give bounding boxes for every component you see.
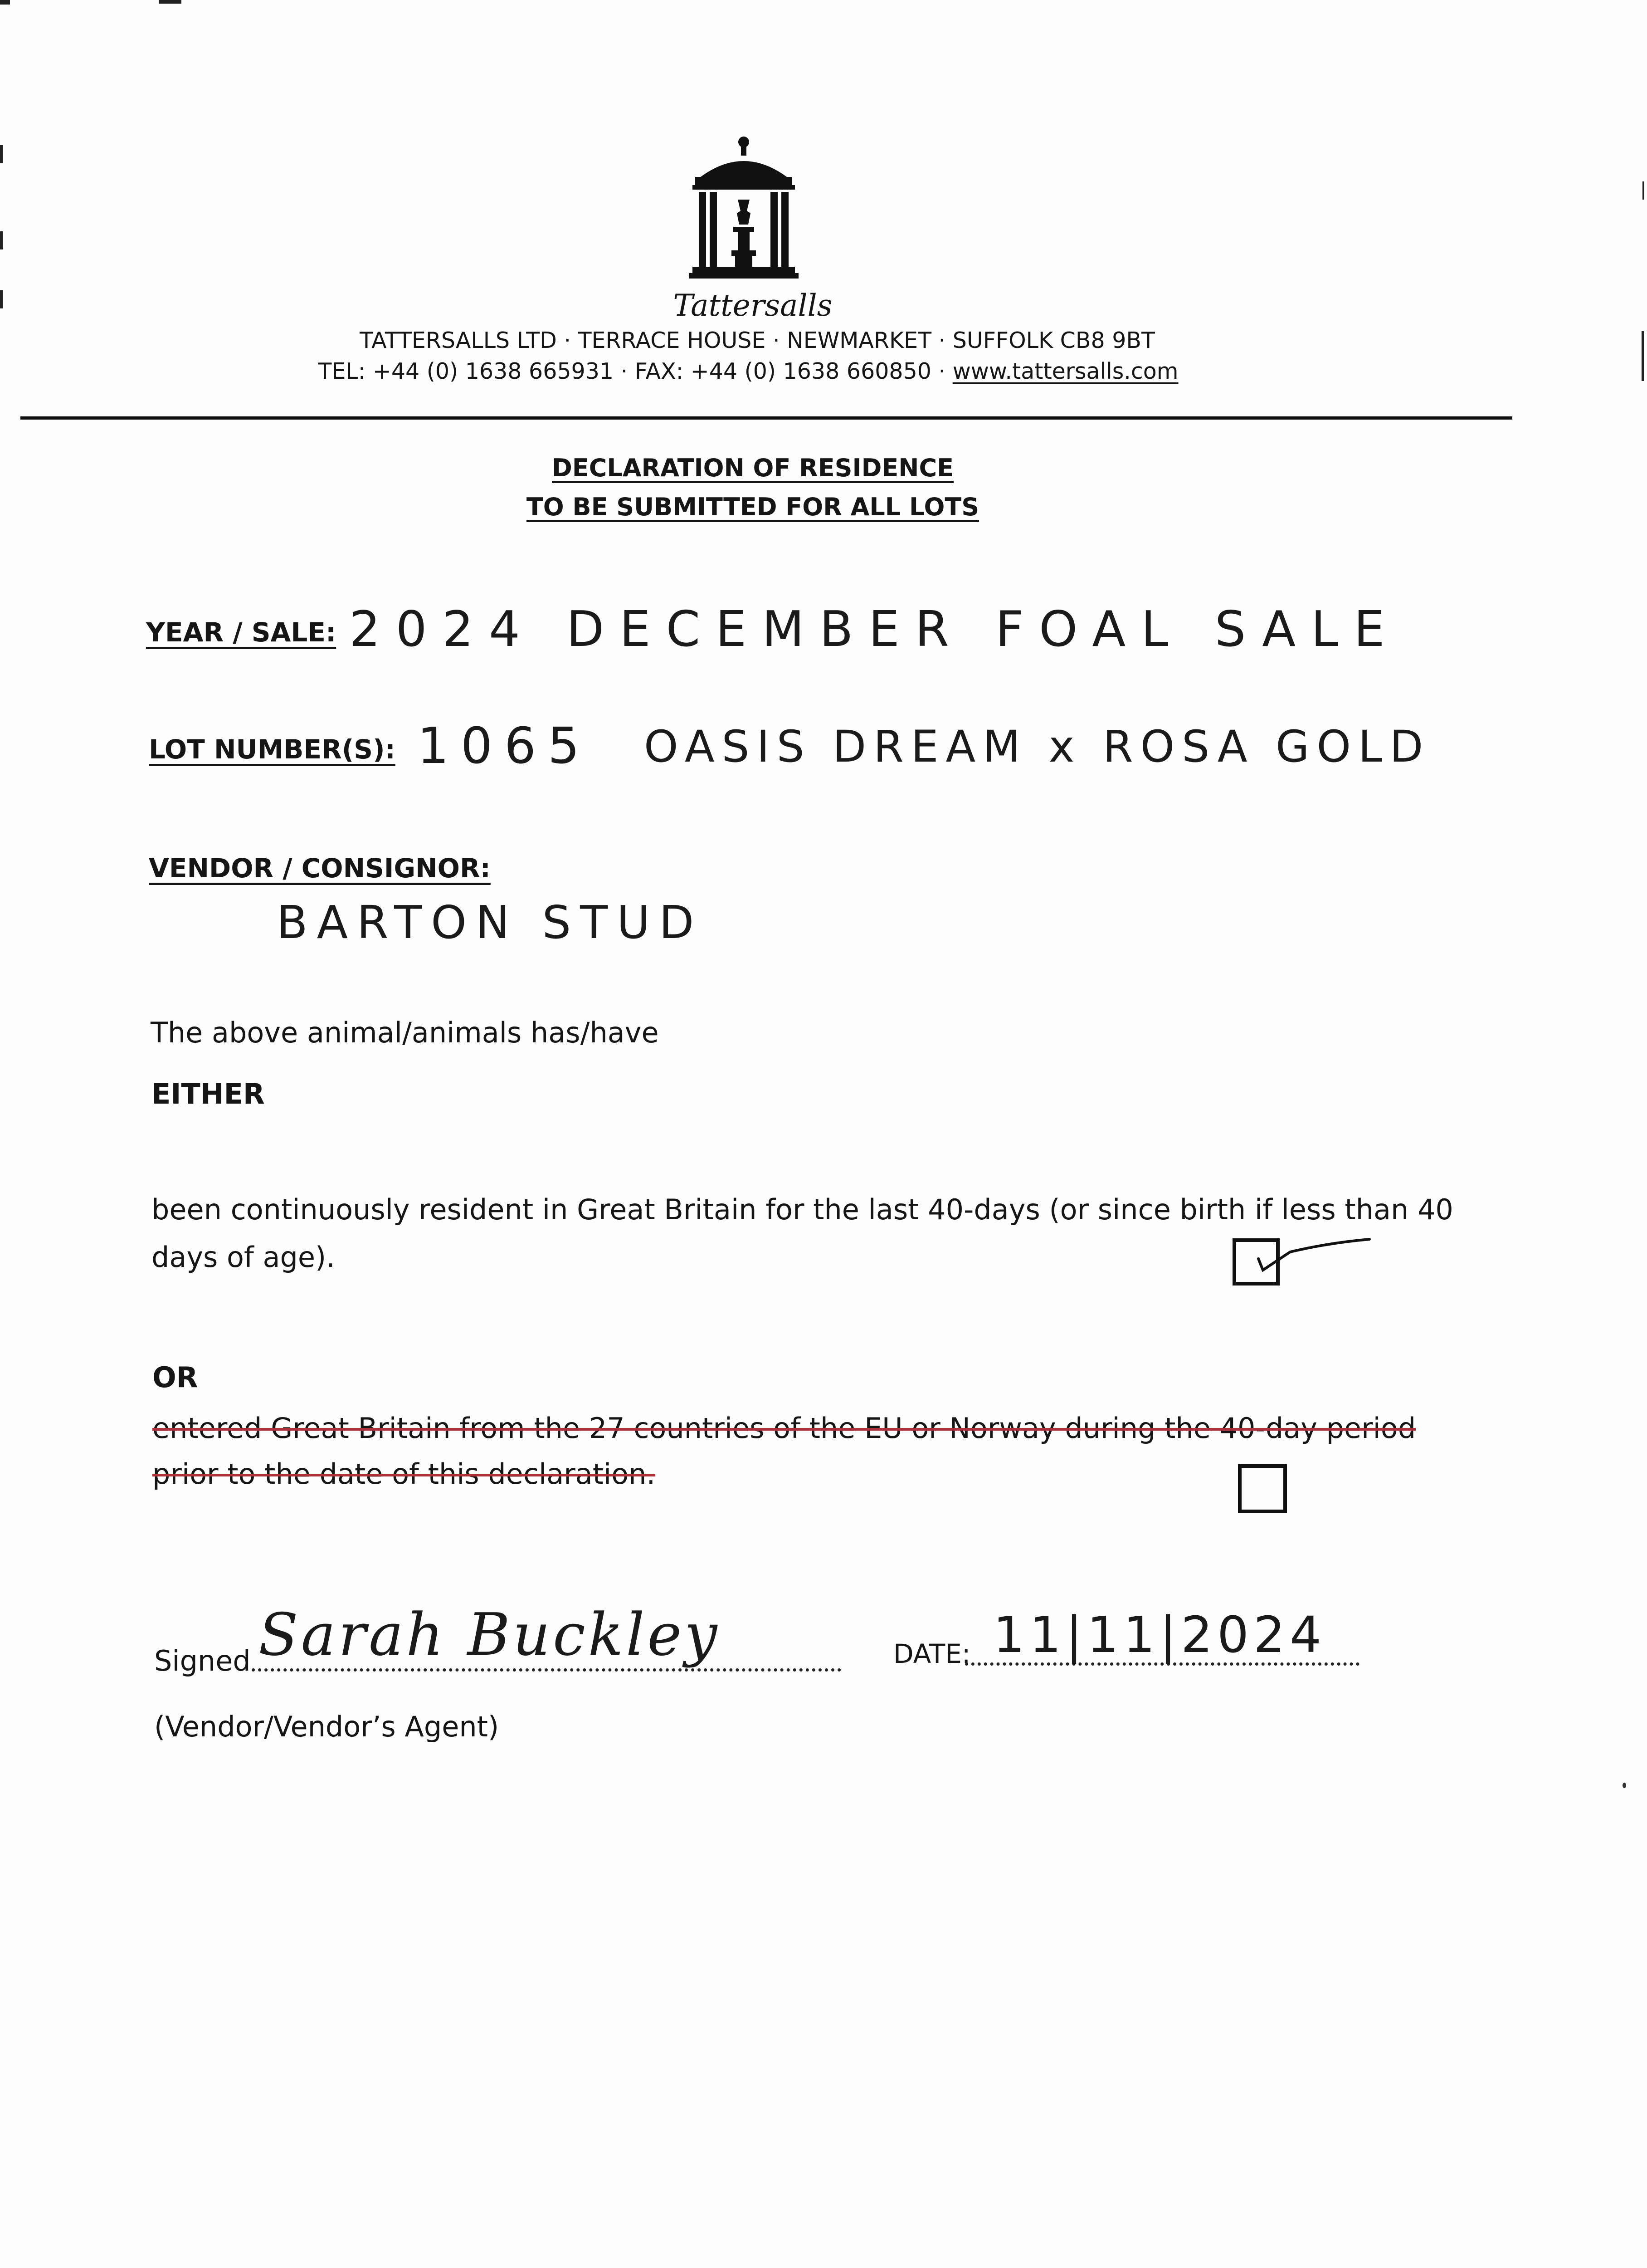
signature-value[interactable]: Sarah Buckley xyxy=(258,1601,720,1669)
signature-line xyxy=(252,1668,841,1672)
lot-number-value[interactable]: 1065 xyxy=(417,717,591,775)
scan-mark xyxy=(1642,181,1644,200)
lot-pedigree-value[interactable]: OASIS DREAM x ROSA GOLD xyxy=(644,721,1431,772)
scan-mark xyxy=(0,145,3,163)
scan-mark xyxy=(0,231,3,249)
intro-text: The above animal/animals has/have xyxy=(151,1016,659,1049)
date-label: DATE: xyxy=(893,1638,971,1669)
year-sale-value[interactable]: 2024 DECEMBER FOAL SALE xyxy=(349,601,1400,658)
header-divider xyxy=(20,416,1512,420)
either-label: EITHER xyxy=(151,1077,265,1110)
scan-mark xyxy=(0,0,10,5)
scan-mark xyxy=(159,0,181,4)
tattersalls-logo-icon xyxy=(682,134,805,286)
date-value[interactable]: 11|11|2024 xyxy=(993,1606,1326,1664)
option2-line1: entered Great Britain from the 27 countries of the EU or Norway during the 40-day period xyxy=(152,1412,1416,1445)
logo-wordmark: Tattersalls xyxy=(673,288,833,323)
contact-numbers: TEL: +44 (0) 1638 665931 · FAX: +44 (0) 1638 660850 · xyxy=(318,358,953,384)
website-link[interactable]: www.tattersalls.com xyxy=(952,358,1179,384)
form-title-line1: DECLARATION OF RESIDENCE xyxy=(551,454,954,482)
or-label: OR xyxy=(152,1361,198,1394)
option1-line1: been continuously resident in Great Britain for the last 40-days (or since birth if less than 40 xyxy=(151,1193,1453,1226)
option2-line2: prior to the date of this declaration. xyxy=(152,1457,656,1491)
signatory-role: (Vendor/Vendor’s Agent) xyxy=(154,1710,499,1743)
option1-line2: days of age). xyxy=(151,1241,335,1274)
scan-mark xyxy=(0,290,3,308)
scan-mark xyxy=(1642,331,1644,381)
vendor-label: VENDOR / CONSIGNOR: xyxy=(149,853,491,884)
lot-numbers-label: LOT NUMBER(S): xyxy=(149,734,395,765)
form-title-line2: TO BE SUBMITTED FOR ALL LOTS xyxy=(526,493,979,521)
scan-speck xyxy=(1623,1783,1626,1788)
signed-label: Signed xyxy=(154,1644,251,1677)
company-contact xyxy=(254,358,1243,384)
vendor-value[interactable]: BARTON STUD xyxy=(277,896,703,949)
check-mark-icon xyxy=(1238,1234,1374,1284)
option2-checkbox[interactable] xyxy=(1238,1464,1287,1513)
year-sale-label: YEAR / SALE: xyxy=(146,617,336,648)
company-address: TATTERSALLS LTD · TERRACE HOUSE · NEWMARKET · SUFFOLK CB8 9BT xyxy=(360,327,1155,353)
